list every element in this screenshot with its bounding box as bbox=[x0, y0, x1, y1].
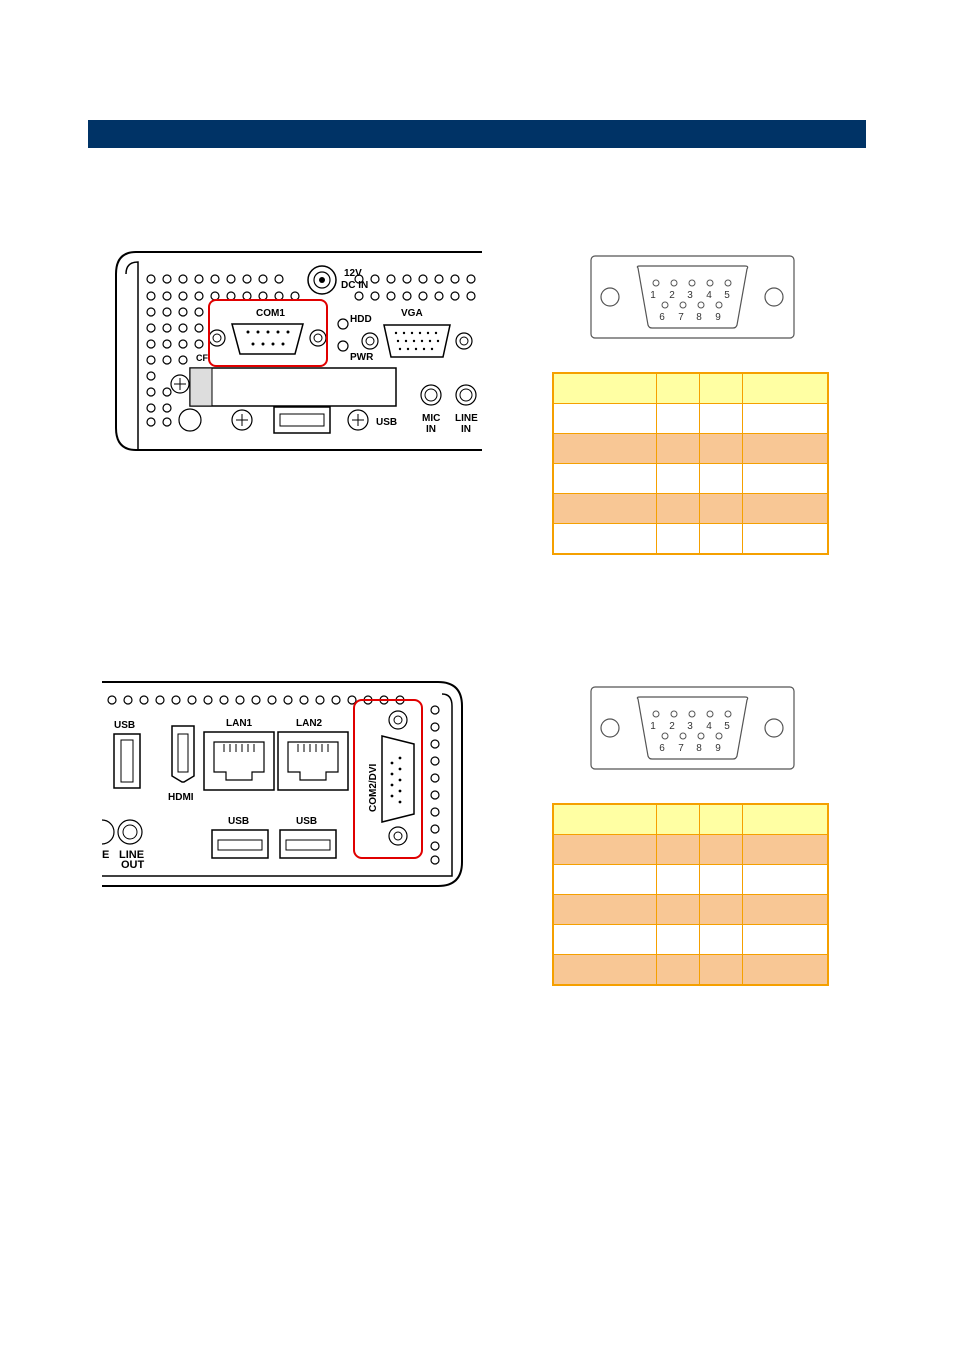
com1-label: COM1 bbox=[256, 308, 285, 319]
table-row bbox=[553, 865, 828, 895]
table-cell bbox=[700, 373, 743, 404]
pin-label-2: 2 bbox=[669, 721, 675, 732]
pin-label-4: 4 bbox=[706, 290, 712, 301]
usb-label: USB bbox=[376, 417, 398, 428]
hdd-label: HDD bbox=[350, 314, 372, 325]
pin-label-8: 8 bbox=[696, 743, 702, 754]
table-row bbox=[553, 925, 828, 955]
table-cell bbox=[743, 865, 829, 895]
db9-pin-diagram-bottom bbox=[590, 686, 795, 770]
pin-label-1: 1 bbox=[650, 290, 656, 301]
table-cell bbox=[553, 955, 657, 986]
table-cell bbox=[700, 835, 743, 865]
table-header-row bbox=[553, 373, 828, 404]
com1-panel-illustration bbox=[114, 250, 482, 455]
table-cell bbox=[657, 404, 700, 434]
table-row bbox=[553, 835, 828, 865]
com2-pin-table bbox=[552, 803, 829, 986]
table-cell bbox=[743, 434, 829, 464]
dc-in-label-bottom: DC IN bbox=[341, 280, 369, 291]
pin-label-9: 9 bbox=[715, 312, 721, 323]
usb-b-label: USB bbox=[296, 816, 318, 827]
table-row bbox=[553, 494, 828, 524]
vga-label: VGA bbox=[401, 308, 423, 319]
table-cell bbox=[553, 865, 657, 895]
table-row bbox=[553, 955, 828, 986]
table-cell bbox=[743, 464, 829, 494]
table-cell bbox=[553, 524, 657, 555]
table-cell bbox=[553, 464, 657, 494]
pin-label-2: 2 bbox=[669, 290, 675, 301]
table-cell bbox=[657, 464, 700, 494]
table-cell bbox=[553, 494, 657, 524]
pin-label-9: 9 bbox=[715, 743, 721, 754]
pin-label-3: 3 bbox=[687, 290, 693, 301]
table-cell bbox=[553, 925, 657, 955]
table-cell bbox=[657, 835, 700, 865]
lan1-label: LAN1 bbox=[226, 718, 253, 729]
table-cell bbox=[743, 895, 829, 925]
table-cell bbox=[657, 373, 700, 404]
usb-top-label: USB bbox=[114, 720, 136, 731]
cf-partial-label: CF bbox=[196, 353, 208, 363]
mic-label-bottom: IN bbox=[426, 424, 436, 435]
table-cell bbox=[700, 925, 743, 955]
table-cell bbox=[657, 494, 700, 524]
table-row bbox=[553, 895, 828, 925]
table-cell bbox=[743, 524, 829, 555]
table-cell bbox=[700, 895, 743, 925]
table-cell bbox=[657, 524, 700, 555]
table-cell bbox=[700, 955, 743, 986]
com2-dvi-label: COM2/DVI bbox=[368, 763, 379, 812]
table-cell bbox=[553, 373, 657, 404]
line-out-label-bottom: OUT bbox=[121, 859, 145, 871]
pin-label-3: 3 bbox=[687, 721, 693, 732]
e-partial-label: E bbox=[102, 849, 110, 861]
table-cell bbox=[743, 804, 829, 835]
table-cell bbox=[657, 865, 700, 895]
table-cell bbox=[700, 494, 743, 524]
table-row bbox=[553, 404, 828, 434]
table-cell bbox=[743, 835, 829, 865]
hdmi-label: HDMI bbox=[168, 792, 194, 803]
table-cell bbox=[553, 434, 657, 464]
table-cell bbox=[700, 865, 743, 895]
mic-label-top: MIC bbox=[422, 413, 441, 424]
table-cell bbox=[553, 895, 657, 925]
table-cell bbox=[657, 804, 700, 835]
table-cell bbox=[553, 404, 657, 434]
line-in-label-top: LINE bbox=[455, 413, 478, 424]
pwr-label: PWR bbox=[350, 352, 374, 363]
pin-label-1: 1 bbox=[650, 721, 656, 732]
table-cell bbox=[657, 895, 700, 925]
table-cell bbox=[700, 804, 743, 835]
table-row bbox=[553, 434, 828, 464]
db9-pin-diagram-top bbox=[590, 255, 795, 339]
table-cell bbox=[553, 804, 657, 835]
usb-a-label: USB bbox=[228, 816, 250, 827]
section-header-bar bbox=[88, 120, 866, 148]
table-cell bbox=[743, 373, 829, 404]
line-in-label-bottom: IN bbox=[461, 424, 471, 435]
dc-in-label-top: 12V bbox=[344, 268, 362, 279]
table-cell bbox=[700, 404, 743, 434]
line-out-label-top: LINE bbox=[119, 849, 145, 861]
table-cell bbox=[700, 524, 743, 555]
table-cell bbox=[700, 434, 743, 464]
pin-label-6: 6 bbox=[659, 312, 665, 323]
table-row bbox=[553, 524, 828, 555]
pin-label-7: 7 bbox=[678, 312, 684, 323]
table-row bbox=[553, 464, 828, 494]
table-cell bbox=[657, 955, 700, 986]
pin-label-4: 4 bbox=[706, 721, 712, 732]
table-cell bbox=[743, 925, 829, 955]
table-cell bbox=[657, 925, 700, 955]
table-cell bbox=[743, 955, 829, 986]
pin-label-5: 5 bbox=[724, 721, 730, 732]
pin-label-8: 8 bbox=[696, 312, 702, 323]
table-cell bbox=[657, 434, 700, 464]
pin-label-6: 6 bbox=[659, 743, 665, 754]
pin-label-7: 7 bbox=[678, 743, 684, 754]
table-cell bbox=[743, 404, 829, 434]
pin-label-5: 5 bbox=[724, 290, 730, 301]
table-header-row bbox=[553, 804, 828, 835]
table-cell bbox=[700, 464, 743, 494]
table-cell bbox=[743, 494, 829, 524]
com1-pin-table bbox=[552, 372, 829, 555]
com2-panel-illustration bbox=[102, 680, 464, 888]
lan2-label: LAN2 bbox=[296, 718, 323, 729]
table-cell bbox=[553, 835, 657, 865]
